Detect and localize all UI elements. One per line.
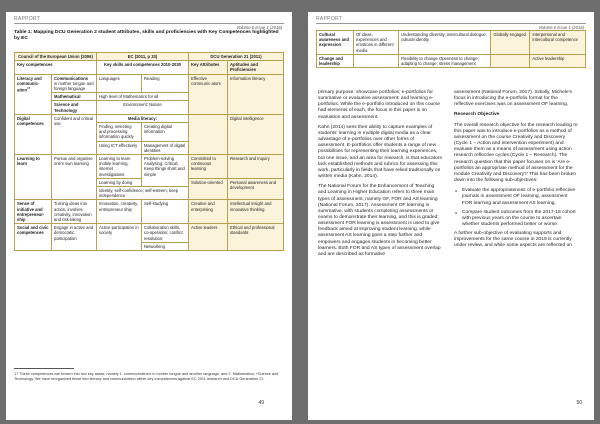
sub-header-key-skills: Key skills and competences 2010-2030	[97, 61, 189, 74]
cell-change-attr-empty	[491, 54, 530, 67]
header-rule	[14, 23, 284, 24]
cell-interpersonal: Interpersonal and intercultural competence	[530, 31, 586, 55]
paragraph: Kahn (2014) sees their ability to capture examples of students' learning in multiple digital media as a clear advantage of e-portfolios over other forms of assessment. E-portfolios offer students a range of new possibilities for representing their learning experiences, but one issue, and an area for research, is that educators lack established methods and rubrics for assessing this work, particularly in fields that have relied traditionally on written media (Kahn, 2014).	[318, 124, 442, 180]
cell-communications: Communications in mother tongue and foreign language	[52, 74, 97, 93]
row-label-literacy: Literacy and communic-ation$^{17}$	[15, 74, 52, 114]
cell-management: Management of digital identities	[142, 141, 189, 154]
cell-active-leader: Active leaders	[189, 224, 228, 251]
cell-pursue: Pursue and organise one's own learning	[52, 155, 97, 200]
cell-reading: Reading	[142, 74, 189, 93]
footnote-rule	[14, 368, 74, 369]
body-column-left	[318, 90, 442, 262]
cell-digital-intel: Digital intelligence	[228, 114, 284, 154]
col-header-dcu: DCU Generation 21 (2011)	[189, 53, 284, 61]
cell-active-participation: Active participation in society	[97, 224, 142, 251]
cell-change-empty	[354, 54, 399, 67]
cell-creating-digital: Creating digital information	[142, 123, 189, 142]
left-page	[6, 12, 292, 420]
bullet-item: o Compare student outcomes from the 2017-18 cohort with previous years on the course to ascertain whether students performed better or worse.	[462, 210, 578, 228]
skills-table-continued	[316, 30, 586, 68]
page-number-right: 50	[576, 400, 582, 406]
paragraph: primary purpose: showcase portfolios; e-portfolios for summative or evaluative assessment; and learning e-portfolios. While the e-portfolio introduced on this course had elements of each, the focus in this paper is on evaluation and assessment.	[318, 90, 441, 120]
sub-header-key-attributes: Key Attributes	[189, 61, 228, 74]
table-caption: Table 1: Mapping DCU Generation 2 student attributes, skills and proficiencies with Key Competences highlighted by EC	[14, 30, 279, 41]
paragraph: assessment (National Forum, 2017). Initially, Michele's focus in introducing the e-portfolio format for the reflective exercises was on assessment OF learning.	[454, 90, 572, 108]
sub-header-key-competences: Key competences	[15, 61, 97, 74]
header-volume: Volume 6 Issue 1 (2018)	[236, 25, 282, 30]
header-volume-right: Volume 6 Issue 1 (2018)	[538, 25, 584, 30]
row-label-change: Change and leadership	[317, 54, 354, 67]
paragraph: The overall research objective for the research leading to this paper was to introduce e-portfolios as a method of assessment on the course Creativity and Discovery (Cycle 1 – Action and intervention experiment) and evaluate them as a means of assessment using action research reflective cycles (Cycle 1 – Research). The research question that this paper focuses on is 'Are e-portfolios an appropriate method of assessment for the module Creativity and Discovery?' This has been broken down into the following sub-objectives:	[454, 122, 578, 184]
cell-mathematical: Mathematical	[52, 93, 97, 101]
cell-digital-empty	[189, 114, 228, 154]
cell-identity: Identity, self-confidence; self-esteem; keep independence	[97, 187, 189, 200]
col-header-ec: EC (2011, p 33)	[97, 53, 189, 61]
cell-environment: Environment; Nature	[97, 101, 189, 114]
cell-personal: Personal awareness and development	[228, 178, 284, 200]
cell-engage: Engage in active and democratic participation	[52, 224, 97, 251]
cell-confident: Confident and critical use	[52, 114, 97, 154]
row-label-initiative: Sense of initiative and entrepreneur-ship	[15, 200, 52, 224]
skills-mapping-table	[14, 52, 284, 251]
row-label-digital: Digital competences	[15, 114, 52, 154]
cell-languages: Languages	[97, 74, 142, 93]
paragraph: A further sub-objective of evaluating supports and improvements for the same course in 2019 is currently under review, and while some aspects are reflected on	[454, 231, 572, 249]
cell-creative: Creative and enterprising	[189, 200, 228, 224]
cell-ideas: Of ideas, experiences and emotions in different media	[354, 31, 399, 55]
paragraph: The National Forum for the Enhancement of Teaching and Learning in Higher Education refers to three main types of assessment, namely OF, FOR and AS learning (National Forum, 2017). Assessment OF learning is summative, with students completing assessments or exams to demonstrate their learning, and this is graded; assessment FOR learning is assessment is used to give feedback aimed at improving student learning, while assessment AS learning goes a step further and empowers and engages students in becoming better learners. Both FOR and AS types of assessment overlap and are described as formative	[318, 184, 441, 257]
cell-innovation: Innovation, creativity, entrepreneur ship	[97, 200, 142, 224]
cell-committed: Committed to continuous learning	[189, 155, 228, 179]
cell-self-studying: Self-studying	[142, 200, 189, 224]
col-header-council: Council of the European Union (2006)	[15, 53, 97, 61]
cell-collaboration: Collaboration skills, co-operation; conflict resolution;	[142, 224, 189, 243]
row-label-learning: Learning to learn	[15, 155, 52, 200]
cell-high-level-math: High level of Mathematics for all	[97, 93, 189, 101]
row-label-social: Social and civic competences	[15, 224, 52, 251]
row-label-cultural: Cultural awareness and expression	[317, 31, 354, 55]
section-heading: Research Objective	[454, 112, 500, 118]
cell-learning-by-doing: Learning by doing	[97, 178, 142, 186]
cell-active-leadership: Active leadership	[530, 54, 586, 67]
right-page	[308, 12, 594, 420]
cell-learning-mobile: Learning to learn mobile learning, internet investigations	[97, 155, 142, 179]
cell-research: Research and Inquiry	[228, 155, 284, 179]
cell-globally: Globally engaged	[491, 31, 530, 55]
cell-solution-oriented: Solution-oriented	[189, 178, 228, 200]
header-brand: RAPPORT	[14, 16, 41, 22]
cell-finding: Finding, selecting and processing information quickly	[97, 123, 142, 142]
footnote: 17 These competences are broken into two key areas, namely 1. communications in mother tongue and another language, and 2. Mathematics +Science and Technology. We have reorganized these into literacy and communication within key competences against EC 2011 research and DCU Generation 21.	[14, 372, 279, 381]
page-number-left: 49	[258, 400, 264, 406]
cell-ethical: Ethical and professional standards	[228, 224, 284, 251]
body-column-right	[454, 90, 578, 254]
cell-effective-comm: Effective communic-ators	[189, 74, 228, 114]
cell-networking: Networking	[142, 242, 189, 250]
cell-problem-solving: Problem-solving Analysing; Critical; Keep things short and simple	[142, 155, 189, 187]
cell-turning: Turning ideas into action, involves creativity, innovation and risk-taking	[52, 200, 97, 224]
cell-info-literacy: Information literacy	[228, 74, 284, 114]
cell-flexibility: Flexibility to change Openness to change; adapting to change; stress management	[399, 54, 491, 67]
cell-using-ict: Using ICT effectively	[97, 141, 142, 154]
bullet-item: o Evaluate the appropriateness of e-portfolio reflective journals in assessment OF learning, assessment FOR learning and assessment AS learning.	[462, 188, 578, 206]
cell-intellectual: Intellectual insight and innovative thinking	[228, 200, 284, 224]
header-brand-right: RAPPORT	[316, 16, 343, 22]
cell-sci-tech: Science and Technology	[52, 101, 97, 114]
sub-header-aptitudes: Aptitudes and Proficiencies	[228, 61, 284, 74]
header-rule-right	[316, 23, 586, 24]
cell-media-literacy: Media literacy:	[97, 114, 189, 122]
cell-diversity: Understanding diversity; intercultural dialogue; cultural identity	[399, 31, 491, 55]
